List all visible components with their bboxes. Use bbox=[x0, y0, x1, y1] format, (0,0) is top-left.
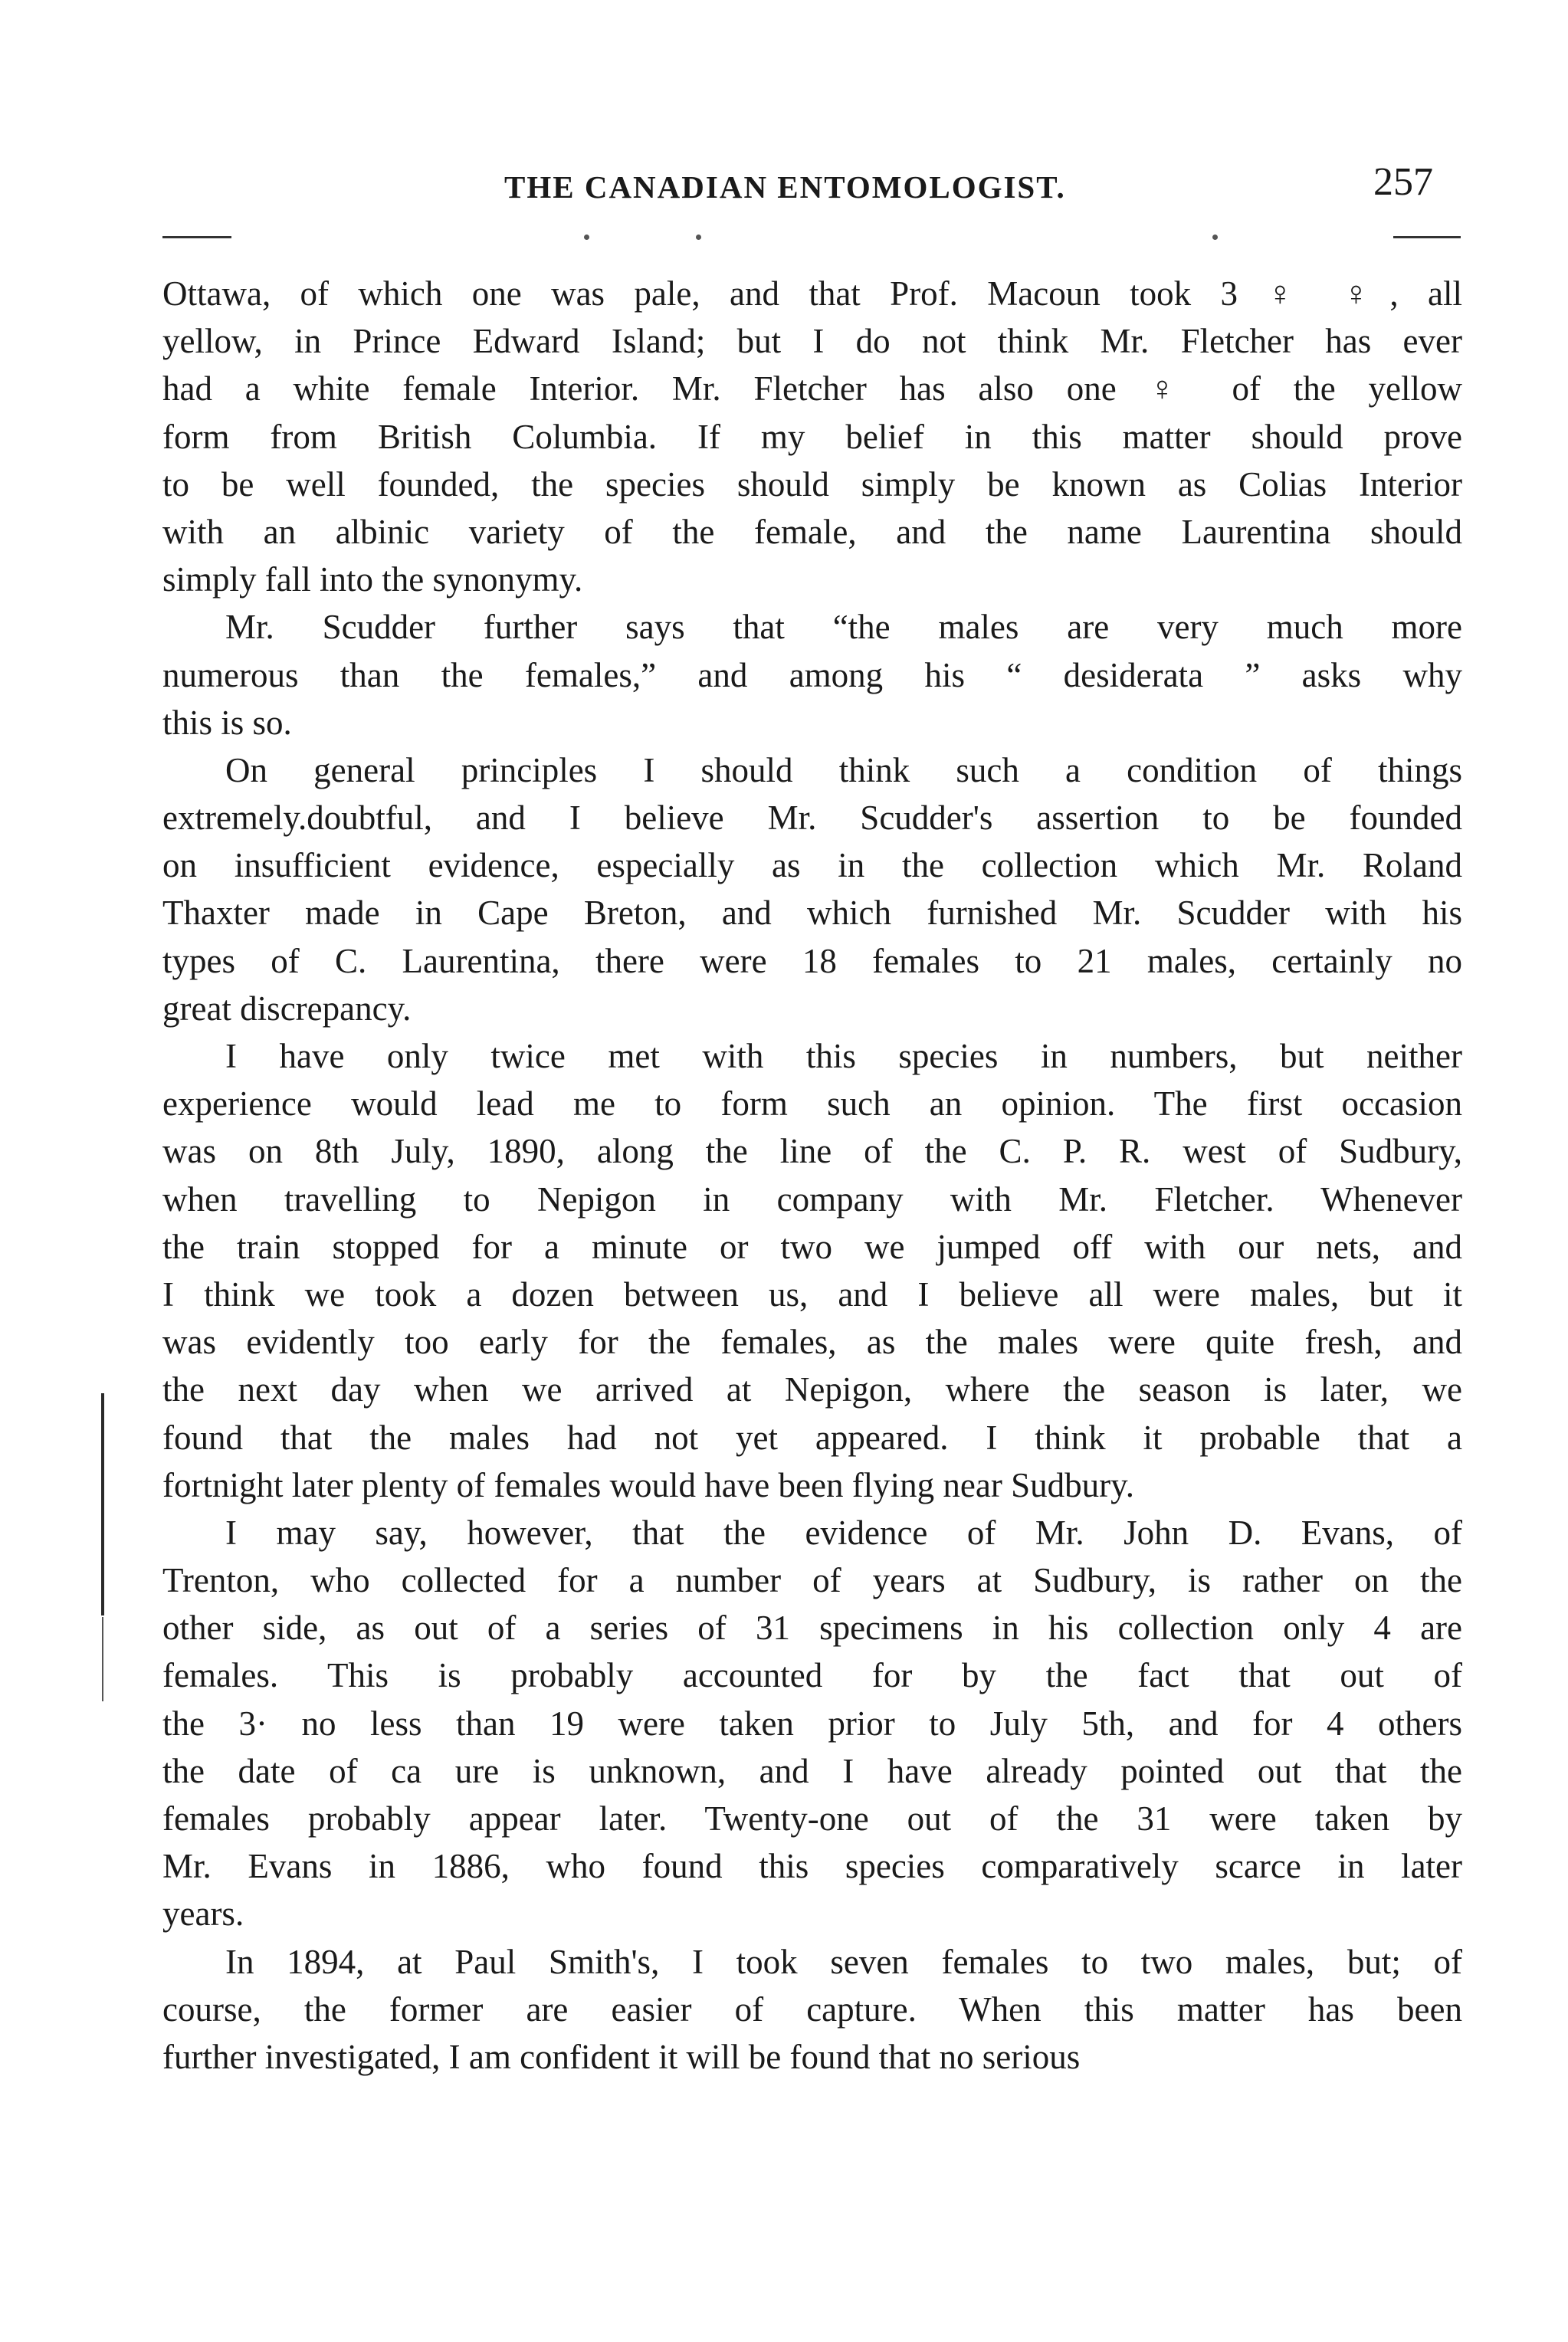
text-line: I think we took a dozen between us, and I believe all were males, but it bbox=[162, 1274, 1462, 1314]
text-line: types of C. Laurentina, there were 18 females to 21 males, certainly no bbox=[162, 941, 1462, 980]
paragraph bbox=[162, 603, 1462, 746]
margin-mark bbox=[101, 1393, 104, 1615]
text-line: I have only twice met with this species in numbers, but neither bbox=[225, 1037, 1462, 1075]
text-line: this is so. bbox=[162, 703, 292, 742]
text-line: In 1894, at Paul Smith's, I took seven females to two males, but; of bbox=[225, 1942, 1462, 1981]
paragraph bbox=[162, 1509, 1462, 1938]
text-line: form from British Columbia. If my belief in this matter should prove bbox=[162, 417, 1462, 456]
header-rule-left bbox=[162, 236, 231, 238]
text-line: experience would lead me to form such an opinion. The first occasion bbox=[162, 1084, 1462, 1123]
text-line: great discrepancy. bbox=[162, 989, 412, 1028]
header-rule-dot bbox=[696, 235, 701, 240]
text-line: other side, as out of a series of 31 specimens in his collection only 4 are bbox=[162, 1609, 1462, 1648]
margin-mark-tail bbox=[102, 1617, 103, 1701]
text-line: females probably appear later. Twenty-one out of the 31 were taken by bbox=[162, 1799, 1462, 1838]
text-line: had a white female Interior. Mr. Fletcher has also one ♀ of the yellow bbox=[162, 369, 1462, 408]
text-line: On general principles I should think such a condition of things bbox=[225, 750, 1462, 789]
text-line: the next day when we arrived at Nepigon, where the season is later, we bbox=[162, 1370, 1462, 1409]
text-line: found that the males had not yet appeared. I think it probable that a bbox=[162, 1418, 1462, 1457]
header-rule-dot bbox=[1212, 235, 1218, 240]
running-title: THE CANADIAN ENTOMOLOGIST. bbox=[504, 169, 1066, 205]
text-line: Mr. Evans in 1886, who found this species comparatively scarce in later bbox=[162, 1847, 1462, 1886]
text-line: extremely.doubtful, and I believe Mr. Scudder's assertion to be founded bbox=[162, 799, 1462, 838]
text-line: on insufficient evidence, especially as in the collection which Mr. Roland bbox=[162, 846, 1462, 885]
text-line: Ottawa, of which one was pale, and that Prof. Macoun took 3 ♀ ♀, all bbox=[162, 274, 1462, 313]
header-rule-right bbox=[1393, 236, 1461, 238]
text-line: years. bbox=[162, 1894, 244, 1934]
page-number: 257 bbox=[1373, 160, 1433, 204]
text-line: course, the former are easier of capture. When this matter has been bbox=[162, 1989, 1462, 2029]
paragraph bbox=[162, 1032, 1462, 1509]
text-line: Trenton, who collected for a number of years at Sudbury, is rather on the bbox=[162, 1561, 1462, 1600]
text-line: when travelling to Nepigon in company with Mr. Fletcher. Whenever bbox=[162, 1179, 1462, 1219]
text-line: simply fall into the synonymy. bbox=[162, 560, 583, 599]
text-line: to be well founded, the species should simply be known as Colias Interior bbox=[162, 464, 1462, 503]
paragraph bbox=[162, 746, 1462, 1032]
text-line: the 3· no less than 19 were taken prior to July 5th, and for 4 others bbox=[162, 1704, 1462, 1743]
text-line: further investigated, I am confident it will be found that no serious bbox=[162, 2037, 1081, 2076]
running-head bbox=[0, 159, 1568, 213]
text-line: yellow, in Prince Edward Island; but I do not think Mr. Fletcher has ever bbox=[162, 322, 1462, 361]
paragraph bbox=[162, 270, 1462, 603]
text-line: Mr. Scudder further says that “the males are very much more bbox=[225, 608, 1462, 647]
text-line: females. This is probably accounted for by the fact that out of bbox=[162, 1656, 1462, 1695]
text-line: the train stopped for a minute or two we jumped off with our nets, and bbox=[162, 1227, 1462, 1266]
text-line: with an albinic variety of the female, and the name Laurentina should bbox=[162, 512, 1462, 551]
paragraph bbox=[162, 1938, 1462, 2081]
text-line: numerous than the females,” and among his “ desiderata ” asks why bbox=[162, 655, 1462, 694]
text-line: was on 8th July, 1890, along the line of the C. P. R. west of Sudbury, bbox=[162, 1132, 1462, 1171]
body-text bbox=[162, 270, 1462, 2081]
text-line: fortnight later plenty of females would have been flying near Sudbury. bbox=[162, 1465, 1134, 1504]
header-rule-dot bbox=[584, 235, 589, 240]
text-line: I may say, however, that the evidence of Mr. John D. Evans, of bbox=[225, 1513, 1462, 1552]
text-line: the date of ca ure is unknown, and I have already pointed out that the bbox=[162, 1751, 1462, 1790]
text-line: was evidently too early for the females, as the males were quite fresh, and bbox=[162, 1323, 1462, 1362]
text-line: Thaxter made in Cape Breton, and which furnished Mr. Scudder with his bbox=[162, 894, 1462, 933]
